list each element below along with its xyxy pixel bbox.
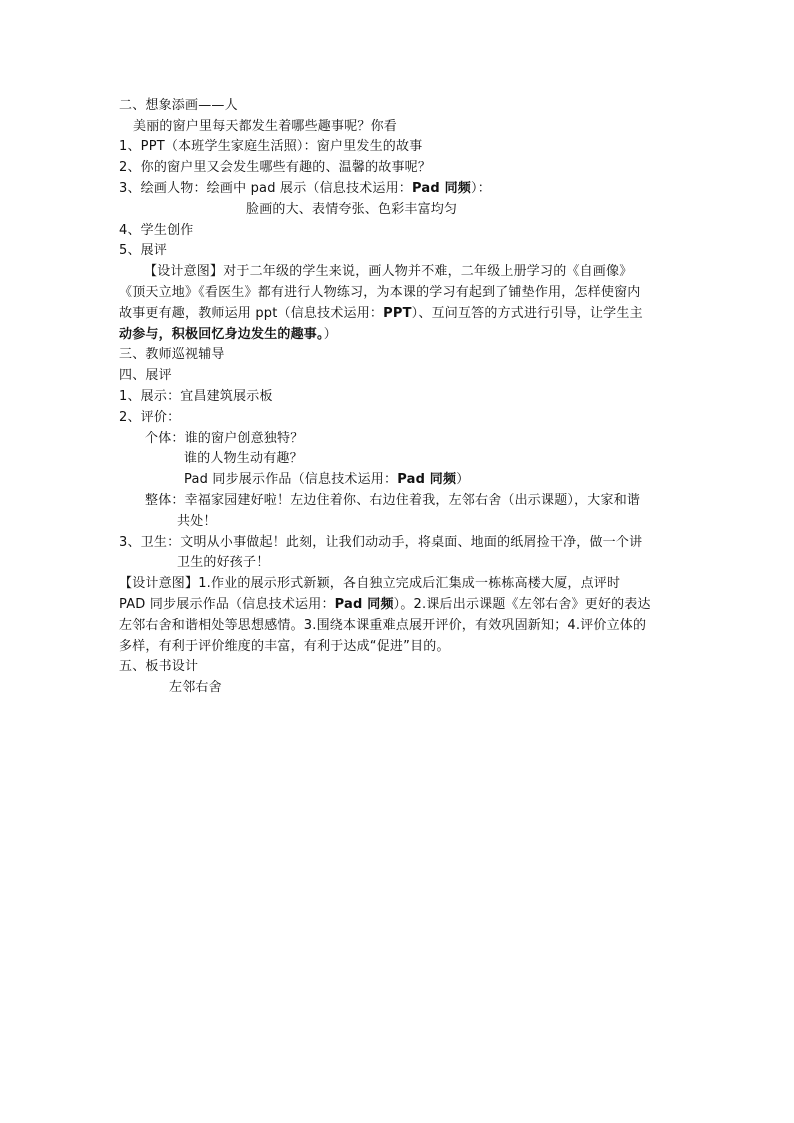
design-intent-1-rest: ）、互问互答的方式进行引导，让学生主 (411, 306, 643, 321)
design-intent-2-bold: Pad 同频 (334, 597, 394, 612)
design-intent-2-line-3: 左邻右舍和谐相处等思想感情。3.围绕本课重难点展开评价，有效巩固新知；4.评价立体的 (119, 618, 647, 633)
overall-eval-line-1: 整体：幸福家园建好啦！左边住着你、右边住着我，左邻右舍（出示课题），大家和谐 (145, 493, 641, 508)
step-5-review: 5、展评 (119, 243, 168, 258)
evaluation-label: 2、评价： (119, 410, 181, 425)
design-intent-2-line-2 (119, 595, 651, 614)
ppt-bold: PPT (383, 306, 412, 321)
step-3-drawing (119, 179, 491, 198)
display-board: 1、展示：宜昌建筑展示板 (119, 389, 273, 404)
overall-eval-line-2: 共处！ (177, 514, 217, 529)
hygiene-line-1: 3、卫生：文明从小事做起！此刻，让我们动动手，将桌面、地面的纸屑捡干净，做一个讲 (119, 535, 643, 550)
intro-question: 美丽的窗户里每天都发生着哪些趣事呢？你看 (133, 119, 398, 134)
pad-sync-text: Pad 同步展示作品（信息技术运用： (184, 472, 398, 487)
design-intent-1-text: 故事更有趣，教师运用 ppt（信息技术运用： (119, 306, 384, 321)
design-intent-2-text: PAD 同步展示作品（信息技术运用： (119, 597, 335, 612)
hygiene-line-2: 卫生的好孩子！ (177, 555, 270, 570)
step-3-tech-bold: Pad 同频 (412, 181, 471, 196)
individual-eval-3 (184, 470, 469, 489)
design-intent-1-close: ） (323, 327, 337, 342)
step-1-ppt: 1、PPT（本班学生家庭生活照）：窗户里发生的故事 (119, 139, 423, 154)
board-title: 左邻右舍 (169, 680, 222, 695)
individual-eval-2: 谁的人物生动有趣？ (184, 451, 303, 466)
drawing-tips: 脸画的大、表情夸张、色彩丰富均匀 (246, 202, 458, 217)
section-heading-3: 三、教师巡视辅导 (119, 347, 225, 362)
section-heading-5: 五、板书设计 (119, 659, 199, 674)
design-intent-1-line-2: 《顶天立地》《看医生》都有进行人物练习，为本课的学习有起到了铺垫作用，怎样使窗内 (119, 285, 641, 300)
design-intent-1-bold-end: 动参与，积极回忆身边发生的趣事。 (119, 327, 324, 342)
design-intent-2-rest: ）。2.课后出示课题《左邻右舍》更好的表达 (393, 597, 651, 612)
design-intent-2-line-1: 【设计意图】1.作业的展示形式新颖，各自独立完成后汇集成一栋栋高楼大厦，点评时 (119, 576, 621, 591)
design-intent-1-line-1: 【设计意图】对于二年级的学生来说，画人物并不难，二年级上册学习的《自画像》 (144, 264, 633, 279)
design-intent-1-line-3 (119, 304, 643, 323)
step-3-text: 3、绘画人物：绘画中 pad 展示（信息技术运用： (119, 181, 413, 196)
step-3-close: ）： (471, 181, 491, 196)
design-intent-1-line-4 (119, 325, 337, 344)
step-4-create: 4、学生创作 (119, 223, 194, 238)
section-heading-4: 四、展评 (119, 368, 172, 383)
section-heading-2: 二、想象添画——人 (119, 98, 238, 113)
pad-sync-bold: Pad 同频 (397, 472, 457, 487)
individual-eval-1: 个体：谁的窗户创意独特？ (145, 431, 304, 446)
design-intent-2-line-4: 多样，有利于评价维度的丰富，有利于达成“促进”目的。 (119, 639, 450, 654)
pad-sync-close: ） (456, 472, 470, 487)
step-2-question: 2、你的窗户里又会发生哪些有趣的、温馨的故事呢？ (119, 160, 432, 175)
